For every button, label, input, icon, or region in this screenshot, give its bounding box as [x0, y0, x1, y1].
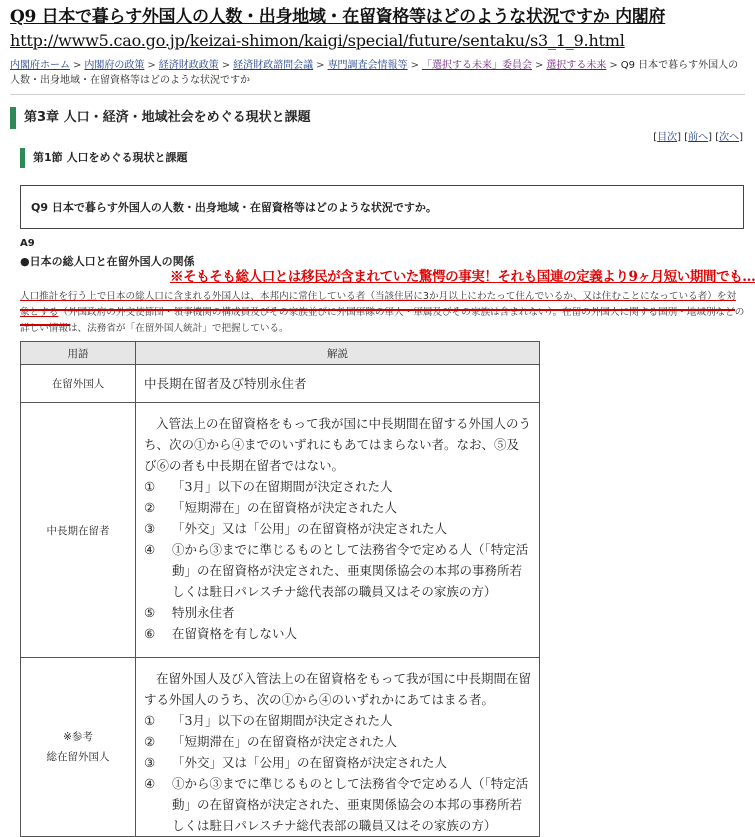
item-number: ② [144, 734, 156, 749]
divider [10, 94, 745, 95]
pager-bracket: [ [715, 132, 720, 143]
prev-link[interactable]: 前へ [688, 132, 709, 143]
list-item [144, 539, 531, 602]
source-url: http://www5.cao.go.jp/keizai-shimon/kaigi/special/future/sentaku/s3_1_9.html [10, 31, 625, 50]
breadcrumb-separator: > [73, 60, 82, 71]
breadcrumb-separator: > [410, 60, 419, 71]
paragraph-part-1: 人口推計を行う上で [20, 291, 107, 302]
term-cell: 中長期在留者 [21, 403, 136, 658]
page-title: Q9 日本で暮らす外国人の人数・出身地域・在留資格等はどのような状況ですか 内閣府 [10, 7, 666, 27]
paragraph-part-3: （外国政府の外交使節団・領事機関の構成員及びその家族並びに外国軍隊の軍人・軍属及びその家族は含まれない）。在留の外国人に関する国別・地域別などの詳しい情報は、法務省が「在留外国人統計」で把握している。 [20, 307, 745, 334]
list-item [144, 497, 531, 518]
breadcrumb-separator: > [609, 60, 618, 71]
table-row [21, 658, 540, 837]
item-text: 「外交」又は「公用」の在留資格が決定された人 [172, 521, 448, 536]
item-number: ③ [144, 755, 156, 770]
pager-bracket: ] [739, 132, 743, 143]
header-desc: 解説 [136, 342, 540, 365]
pager-bracket: ] [708, 132, 712, 143]
toc-link[interactable]: 目次 [657, 132, 678, 143]
chapter-heading: 第3章 人口・経済・地域社会をめぐる現状と課題 [10, 107, 745, 129]
item-text: 「3月」以下の在留期間が決定された人 [172, 713, 393, 728]
breadcrumb-link-policy[interactable]: 内閣府の政策 [84, 60, 145, 71]
list-item [144, 602, 531, 623]
item-text: ①から③までに準じるものとして法務省令で定める人（「特定活動」の在留資格が決定された、亜東関係協会の本邦の事務所若しくは駐日パレスチナ総代表部の職員又はその家族の方） [172, 776, 529, 833]
pager-bracket: [ [684, 132, 689, 143]
breadcrumb-separator: > [534, 60, 544, 71]
paragraph-part-2: 日本の総人口に含まれる外国人は、本邦内に常住している者（当該住居に3か月以上にわたって住んでいるか、又は住むことになっている者）を対象とする [20, 291, 737, 318]
item-number: ③ [144, 521, 156, 536]
desc-body [144, 658, 531, 836]
term-cell [21, 658, 136, 837]
term-note: ※参考 [63, 731, 93, 743]
desc-body [144, 403, 531, 644]
desc-intro: 在留外国人及び入管法上の在留資格をもって我が国に中長期間在留する外国人のうち、次の①から④のいずれかにあてはまる者。 [144, 671, 532, 707]
list-item [144, 710, 531, 731]
item-text: 特別永住者 [172, 605, 235, 620]
desc-text: 中長期在留者及び特別永住者 [144, 376, 307, 391]
breadcrumb-separator: > [316, 60, 325, 71]
answer-paragraph [20, 289, 745, 337]
item-text: ①から③までに準じるものとして法務省令で定める人（「特定活動」の在留資格が決定された、亜東関係協会の本邦の事務所若しくは駐日パレスチナ総代表部の職員又はその家族の方） [172, 542, 529, 599]
red-underline [20, 324, 70, 326]
answer-label: A9 [20, 238, 35, 249]
term-name: 総在留外国人 [46, 751, 110, 763]
item-number: ② [144, 500, 156, 515]
table-header-row [21, 342, 540, 365]
breadcrumb-link-committee-info[interactable]: 専門調査会情報等 [327, 60, 408, 71]
list-item [144, 752, 531, 773]
item-number: ④ [144, 542, 156, 557]
list-item [144, 773, 531, 836]
item-number: ④ [144, 776, 156, 791]
desc-cell [136, 658, 540, 837]
breadcrumb-link-future-committee[interactable]: 「選択する未来」委員会 [421, 60, 532, 71]
list-item [144, 731, 531, 752]
list-item [144, 518, 531, 539]
breadcrumb-link-home[interactable]: 内閣府ホーム [10, 60, 70, 71]
item-text: 「3月」以下の在留期間が決定された人 [172, 479, 393, 494]
breadcrumb-link-economic-policy[interactable]: 経済財政政策 [158, 60, 219, 71]
item-number: ⑤ [144, 605, 156, 620]
section-heading: 第1節 人口をめぐる現状と課題 [20, 148, 740, 168]
item-text: 「外交」又は「公用」の在留資格が決定された人 [172, 755, 448, 770]
breadcrumb-link-council[interactable]: 経済財政諮問会議 [233, 60, 314, 71]
pager-bracket: ] [677, 132, 681, 143]
desc-cell [136, 403, 540, 658]
item-number: ① [144, 713, 156, 728]
breadcrumb-separator: > [221, 60, 231, 71]
answer-heading: ●日本の総人口と在留外国人の関係 [20, 255, 195, 268]
question-box: Q9 日本で暮らす外国人の人数・出身地域・在留資格等はどのような状況ですか。 [20, 185, 744, 229]
item-text: 在留資格を有しない人 [172, 626, 298, 641]
item-number: ① [144, 479, 156, 494]
red-annotation: ※そもそも総人口とは移民が含まれていた驚愕の事実！それも国連の定義より9ヶ月短い期間でも… [170, 269, 755, 285]
breadcrumb [10, 58, 745, 88]
item-number: ⑥ [144, 626, 156, 641]
term-cell: 在留外国人 [21, 365, 136, 403]
breadcrumb-link-chosen-future[interactable]: 選択する未来 [546, 60, 607, 71]
breadcrumb-separator: > [147, 60, 156, 71]
table-row [21, 403, 540, 658]
header-term: 用語 [21, 342, 136, 365]
list-item [144, 476, 531, 497]
desc-cell [136, 365, 540, 403]
next-link[interactable]: 次へ [719, 132, 740, 143]
desc-intro: 入管法上の在留資格をもって我が国に中長期間在留する外国人のうち、次の①から④までのいずれにもあてはまらない者。なお、⑤及び⑥の者も中長期在留者ではない。 [144, 416, 532, 473]
pager-bracket: [ [653, 132, 658, 143]
terms-table [20, 341, 540, 837]
item-text: 「短期滞在」の在留資格が決定された人 [172, 734, 398, 749]
list-item [144, 623, 531, 644]
pager [653, 131, 743, 145]
breadcrumb-current: Q9 日本で暮らす外国人の人数・出身地域・在留資格等はどのような状況ですか [10, 60, 739, 86]
red-underline [20, 309, 735, 311]
item-text: 「短期滞在」の在留資格が決定された人 [172, 500, 398, 515]
table-row [21, 365, 540, 403]
